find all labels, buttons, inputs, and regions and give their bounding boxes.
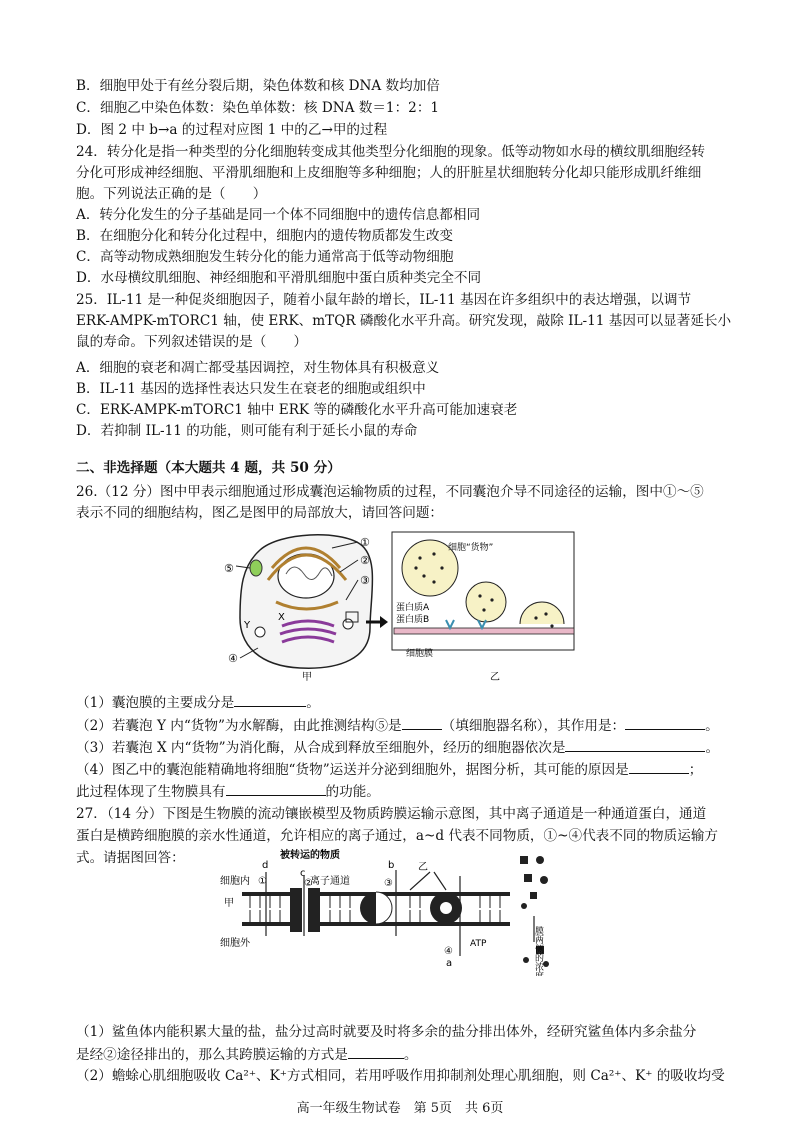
label-x: X (278, 612, 285, 623)
label-cargo: 细胞“货物” (448, 543, 494, 553)
q26-sub2-blank2[interactable] (625, 715, 705, 730)
label-jia: 甲 (302, 672, 312, 683)
q26-sub1 (76, 692, 730, 713)
q26-sub2 (76, 715, 730, 736)
label-channel: 离子通道 (310, 876, 350, 887)
label-membrane: 细胞膜 (406, 649, 434, 659)
label-yi: 乙 (490, 672, 500, 683)
label-n2: ② (304, 878, 313, 889)
q26-sub4-text2: 此过程体现了生物膜具有 (76, 784, 226, 800)
label-protein-a: 蛋白质A (396, 603, 430, 613)
q26-sub1-end: 。 (306, 695, 320, 711)
q27-sub1-line1: （1）鲨鱼体内能积累大量的盐，盐分过高时就要及时将多余的盐分排出体外，经研究鲨鱼体内多余盐分 (76, 1024, 697, 1040)
q26-sub2-end: 。 (705, 718, 719, 734)
q26-sub2-mid: （填细胞器名称），其作用是： (441, 718, 626, 734)
label-jia: 甲 (224, 898, 234, 909)
q26-stem-line2: 表示不同的细胞结构，图乙是图甲的局部放大，请回答问题： (76, 505, 444, 521)
q25-stem-line3: 鼠的寿命。下列叙述错误的是（ ） (76, 334, 308, 350)
label-yi: 乙 (418, 862, 428, 873)
cargo-vesicle-2 (466, 582, 506, 622)
vesicle-x (343, 619, 353, 629)
q27-stem-line3: 式。请据图回答： (76, 850, 185, 866)
q27-sub1-line2 (76, 1044, 730, 1065)
q26-sub4-line2 (76, 781, 730, 802)
q27-sub1-text: 是经②途径排出的，那么其跨膜运输的方式是 (76, 1047, 348, 1063)
q26-sub3-text: （3）若囊泡 X 内“货物”为消化酶，从合成到释放至细胞外，经历的细胞器依次是 (76, 740, 566, 756)
label-y: Y (244, 620, 251, 631)
label-1: ① (360, 536, 370, 549)
label-inside: 细胞内 (220, 876, 250, 887)
q26-sub4-end: 的功能。 (325, 784, 380, 800)
label-transported: 被转运的物质 (280, 850, 340, 861)
label-b: b (388, 860, 395, 871)
label-outside: 细胞外 (220, 938, 250, 949)
q26-sub1-text: （1）囊泡膜的主要成分是 (76, 695, 235, 711)
q26-stem-line1: 26.（12 分）图中甲表示细胞通过形成囊泡运输物质的过程，不同囊泡介导不同途径的运输，图中①～⑤ (76, 484, 704, 500)
q26-sub3 (76, 737, 730, 758)
q24-stem-line1: 24．转分化是指一种类型的分化细胞转变成其他类型分化细胞的现象。低等动物如水母的横纹肌细胞经转 (76, 144, 706, 160)
q26-sub4-mid: ； (688, 762, 703, 778)
label-c: c (300, 868, 306, 879)
label-n1: ① (258, 876, 267, 887)
label-concentration: 膜两侧的浓度 (533, 926, 543, 976)
q26-sub1-blank[interactable] (234, 692, 306, 707)
q26-sub4-blank2[interactable] (226, 781, 326, 796)
q27-figure (220, 846, 580, 976)
q25-stem-line1: 25．IL-11 是一种促炎细胞因子，随着小鼠年龄的增长，IL-11 基因在许多组织中的表达增强，以调节 (76, 292, 692, 308)
label-a: a (446, 958, 453, 969)
q27-stem-line2: 蛋白是横跨细胞膜的亲水性通道，允许相应的离子通过，a~d 代表不同物质，①~④代表不同的物质运输方 (76, 828, 719, 844)
page-footer: 高一年级生物试卷 第 5页 共 6页 (296, 1101, 504, 1116)
q26-sub4-blank1[interactable] (629, 759, 689, 774)
label-3: ③ (360, 574, 370, 587)
label-atp: ATP (470, 939, 487, 949)
q24-option-a: A．转分化发生的分子基础是同一个体不同细胞中的遗传信息都相同 (76, 207, 481, 223)
label-n3: ③ (384, 878, 393, 889)
label-protein-b: 蛋白质B (396, 615, 430, 625)
label-d: d (262, 860, 269, 871)
q26-figure-svg (220, 528, 580, 688)
q25-option-d: D．若抑制 IL-11 的功能，则可能有利于延长小鼠的寿命 (76, 423, 418, 439)
q23-option-b: B．细胞甲处于有丝分裂后期，染色体数和核 DNA 数均加倍 (76, 78, 440, 94)
q25-option-a: A．细胞的衰老和凋亡都受基因调控，对生物体具有积极意义 (76, 360, 440, 376)
q27-sub2: （2）蟾蜍心肌细胞吸收 Ca²⁺、K⁺方式相同，若用呼吸作用抑制剂处理心肌细胞，则 Ca²⁺、K⁺ 的吸收均受 (76, 1068, 725, 1084)
q23-option-c: C．细胞乙中染色体数：染色单体数：核 DNA 数＝1：2：1 (76, 100, 440, 116)
label-2: ② (360, 554, 370, 567)
q24-stem-line3: 胞。下列说法正确的是（ ） (76, 186, 267, 202)
q26-sub3-blank[interactable] (565, 737, 705, 752)
q23-option-d: D．图 2 中 b→a 的过程对应图 1 中的乙→甲的过程 (76, 122, 388, 138)
q26-figure (220, 528, 580, 688)
q26-sub3-end: 。 (705, 740, 720, 756)
membrane-bar (394, 628, 574, 634)
q27-sub1-end: 。 (403, 1047, 418, 1063)
q24-stem-line2: 分化可形成神经细胞、平滑肌细胞和上皮细胞等多种细胞；人的肝脏星状细胞转分化却只能形成肌纤维细 (76, 165, 702, 181)
q24-option-b: B．在细胞分化和转分化过程中，细胞内的遗传物质都发生改变 (76, 228, 454, 244)
q26-sub2-blank1[interactable] (402, 715, 442, 730)
q26-sub4 (76, 759, 730, 780)
vesicle-y (255, 627, 265, 637)
q27-stem-line1: 27．（14 分）下图是生物膜的流动镶嵌模型及物质跨膜运输示意图，其中离子通道是一种通道蛋白，通道 (76, 806, 707, 822)
label-4: ④ (228, 652, 238, 665)
q25-option-c: C．ERK-AMPK-mTORC1 轴中 ERK 等的磷酸化水平升高可能加速衰老 (76, 402, 518, 418)
q27-figure-svg (220, 846, 580, 976)
q27-sub1-blank[interactable] (348, 1044, 404, 1059)
q26-sub4-text: （4）图乙中的囊泡能精确地将细胞“货物”运送并分泌到细胞外，据图分析，其可能的原因是 (76, 762, 629, 778)
q25-stem-line2: ERK-AMPK-mTORC1 轴，使 ERK、mTQR 磷酸化水平升高。研究发现，敲除 IL-11 基因可以显著延长小 (76, 313, 732, 329)
q25-option-b: B．IL-11 基因的选择性表达只发生在衰老的细胞或组织中 (76, 381, 426, 397)
label-n4: ④ (444, 946, 453, 957)
q26-sub2-text: （2）若囊泡 Y 内“货物”为水解酶，由此推测结构⑤是 (76, 718, 402, 734)
structure-5 (250, 560, 262, 576)
label-5: ⑤ (224, 562, 234, 575)
q24-option-d: D．水母横纹肌细胞、神经细胞和平滑肌细胞中蛋白质种类完全不同 (76, 270, 482, 286)
q24-option-c: C．高等动物成熟细胞发生转分化的能力通常高于低等动物细胞 (76, 249, 454, 265)
section-title: 二、非选择题（本大题共 4 题，共 50 分） (76, 460, 341, 476)
